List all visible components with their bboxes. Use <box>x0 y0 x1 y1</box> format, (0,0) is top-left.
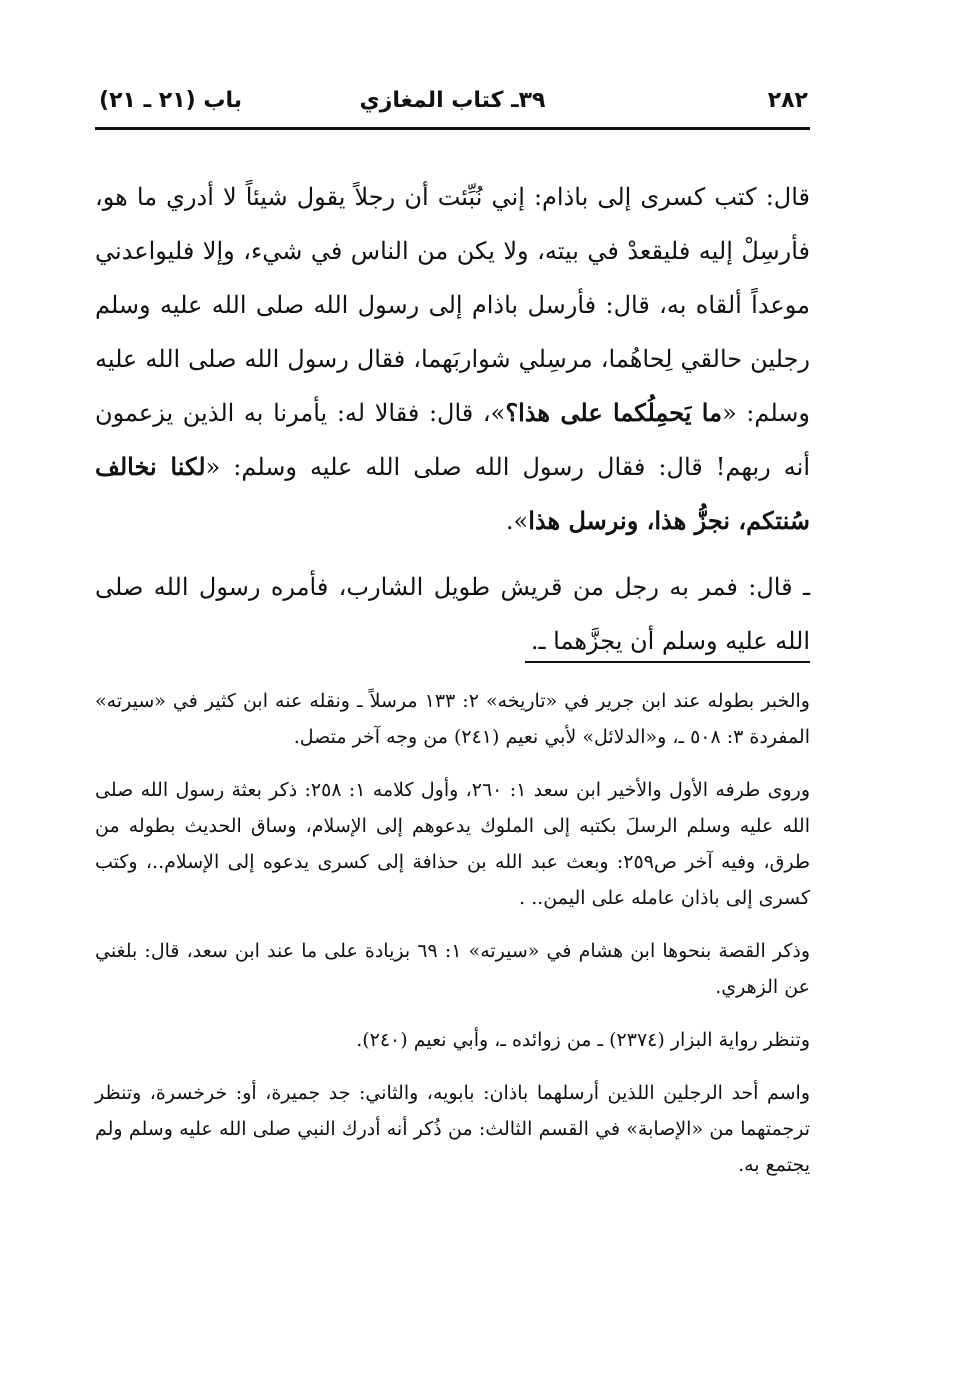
footnote-separator <box>525 661 810 663</box>
main-text <box>95 170 810 668</box>
main-paragraph-2: ـ قال: فمر به رجل من قريش طويل الشارب، فأمره رسول الله صلى الله عليه وسلم أن يجزَّهما ـ. <box>95 573 810 655</box>
hadith-quote-2: لكنا نخالف سُنتكم، نجزُّ هذا، ونرسل هذا <box>95 452 810 535</box>
footnote-3: وذكر القصة بنحوها ابن هشام في «سيرته» ١: ٦٩ بزيادة على ما عند ابن سعد، قال: بلغني عن الزهري. <box>95 940 811 998</box>
hadith-quote-1: ما يَحمِلُكما على هذا؟ <box>505 398 722 427</box>
footnote-2: وروى طرفه الأول والأخير ابن سعد ١: ٢٦٠، وأول كلامه ١: ٢٥٨: ذكر بعثة رسول الله صلى الله عليه وسلم الرسلَ بكتبه إلى الملوك يدعوهم إلى الإسلام، وساق الحديث بطوله من طرق، وفيه آخر ص٢٥٩: وبعث عبد الله بن حذافة إلى كسرى يدعوه إلى الإسلام..، وكتب كسرى إلى باذان عامله على اليمن.. . <box>95 779 810 909</box>
book-title: ٣٩ـ كتاب المغازي <box>359 88 546 113</box>
footnote-5: واسم أحد الرجلين اللذين أرسلهما باذان: بابويه، والثاني: جد جميرة، أو: خرخسرة، وتنظر ترجمتهما من «الإصابة» في القسم الثالث: من ذُكر أنه أدرك النبي صلى الله عليه وسلم ولم يجتمع به. <box>95 1082 810 1176</box>
main-text-part-c: »، قال: فقالا له: يأمرنا به الذين يزعمون أنه ربهم! قال: فقال رسول الله صلى الله عليه وسلم: « <box>95 399 810 481</box>
main-paragraph-1 <box>95 170 810 548</box>
page-number: ٢٨٢ <box>767 88 808 113</box>
book-page <box>95 78 810 1338</box>
footnote-4: وتنظر رواية البزار (٢٣٧٤) ـ من زوائده ـ، وأبي نعيم (٢٤٠). <box>356 1029 810 1051</box>
chapter-reference: باب (٢١ ـ ٢١) <box>99 88 242 113</box>
footnote-1: والخبر بطوله عند ابن جرير في «تاريخه» ٢: ١٣٣ مرسلاً ـ ونقله عنه ابن كثير في «سيرته» المفردة ٣: ٥٠٨ ـ، و«الدلائل» لأبي نعيم (٢٤١) من وجه آخر متصل. <box>95 690 810 748</box>
main-text-part-e: ». <box>505 507 529 535</box>
footnotes <box>95 683 810 1200</box>
main-text-part-a: قال: كتب كسرى إلى باذام: إني نُبِّئت أن رجلاً يقول شيئاً لا أدري ما هو، فأرسِلْ إليه فليقعدْ في بيته، ولا يكن من الناس في شيء، وإلا فليواعدني موعداً ألقاه به، قال: فأرسل باذام إلى رسول الله صلى الله عليه وسلم رجلين حالقي لِحاهُما، مرسِلي شواربَهما، فقال رسول الله صلى الله عليه وسلم: « <box>95 183 811 427</box>
header-rule <box>95 127 810 130</box>
running-header <box>95 78 810 122</box>
